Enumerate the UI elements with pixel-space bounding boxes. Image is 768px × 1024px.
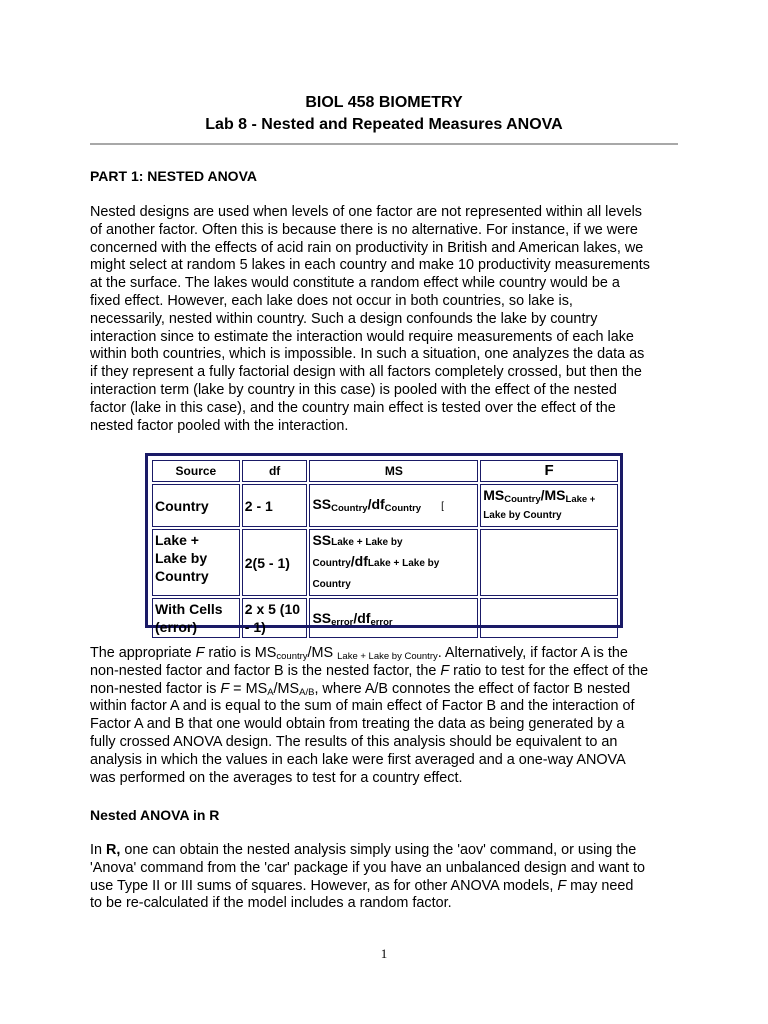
cell-df-lake: 2(5 - 1)	[242, 529, 308, 596]
page-number: 1	[380, 946, 388, 961]
text-line: if they represent a fully factorial design with all factors completely crossed, but then the	[90, 364, 642, 381]
text-line: non-nested factor and factor B is the nested factor, the F ratio to test for the effect of the	[90, 662, 649, 679]
text-line: interaction since to estimate the interaction would require measurements of each lake	[90, 328, 634, 345]
text-line: In R, one can obtain the nested analysis simply using the 'aov' command, or using the	[90, 842, 637, 858]
cell-source-error: With Cells (error)	[152, 598, 240, 638]
text-line: non-nested factor is $F = MS_A/MS_{A/B}$, where A/B connotes the effect of factor B nested	[90, 680, 631, 698]
f-ratio-paragraph	[90, 645, 680, 787]
lab-title: Lab 8 - Nested and Repeated Measures ANOVA	[205, 116, 563, 133]
title-divider	[90, 143, 678, 145]
text-line: Nested designs are used when levels of one factor are not represented within all levels	[90, 204, 642, 220]
text-line: necessarily, nested within country. Such a design confounds the lake by country	[90, 310, 598, 327]
text-line: The appropriate F ratio is $MS_{country}/MS$ $_{Lake + Lake by Country}$. Alternatively, if factor A is the	[90, 645, 628, 662]
text-line: factor (lake in this case), and the country main effect is tested over the effect of the	[90, 399, 616, 416]
text-line: might select at random 5 lakes in each country and make 10 productivity measurements	[90, 257, 650, 274]
cell-df-error: 2 x 5 (10 - 1)	[242, 598, 308, 638]
text-line: use Type II or III sums of squares. However, as for other ANOVA models, F may need	[90, 877, 634, 894]
text-line: analysis in which the values in each lake were first averaged and a one-way ANOVA	[90, 751, 626, 768]
text-line: within both countries, which is impossible. In such a situation, one analyzes the data as	[90, 346, 645, 363]
text-line: at the surface. The lakes would constitute a random effect while country would be a	[90, 275, 620, 292]
text-line: 'Anova' command from the 'car' package if you have an unbalanced design and want to	[90, 859, 645, 876]
cell-ms-lake: SSLake + Lake by Country/dfLake + Lake by Country	[309, 529, 478, 596]
text-line: nested factor pooled with the interaction.	[90, 417, 349, 434]
text-line: within factor A and is equal to the sum of main effect of Factor B and the interaction of	[90, 698, 635, 715]
nested-r-paragraph	[90, 842, 680, 913]
cell-ms-country: $SS_{Country}/df_{Country}$ [	[309, 484, 478, 527]
text-line: fixed effect. However, each lake does not occur in both countries, so lake is,	[90, 292, 573, 309]
cell-f-country: $MS_{Country}/MS_{Lake +}$ Lake by Country	[480, 484, 618, 527]
text-line: to be re-calculated if the model includes a random factor.	[90, 895, 452, 912]
intro-paragraph	[90, 204, 680, 435]
text-line: Factor A and B that one would obtain from treating the data as being generated by a	[90, 716, 625, 733]
text-line: interaction term (lake by country in this case) is pooled with the effect of the nested	[90, 381, 617, 398]
text-line: fully crossed ANOVA design. The results of this analysis should be equivalent to an	[90, 733, 618, 750]
header-df: df	[242, 460, 308, 482]
cell-f-error	[480, 598, 618, 638]
text-line: concerned with the effects of acid rain on productivity in British and American lakes, we	[90, 239, 644, 256]
course-title: BIOL 458 BIOMETRY	[305, 94, 463, 111]
bracket-mark: [	[441, 501, 444, 512]
text-line: was performed on the averages to test for a country effect.	[90, 769, 463, 786]
header-f: F	[480, 460, 618, 482]
header-source: Source	[152, 460, 240, 482]
cell-df-country: 2 - 1	[242, 484, 308, 527]
text-line: of another factor. Often this is because there is no alternative. For instance, if we were	[90, 221, 638, 238]
cell-f-lake	[480, 529, 618, 596]
cell-source-country: Country	[152, 484, 240, 527]
nested-r-heading: Nested ANOVA in R	[90, 807, 220, 823]
cell-ms-error: $SS_{error}/df_{error}$	[309, 598, 478, 638]
cell-source-lake: Lake + Lake by Country	[152, 529, 240, 596]
header-ms: MS	[309, 460, 478, 482]
part1-heading: PART 1: NESTED ANOVA	[90, 168, 257, 184]
anova-table	[145, 453, 623, 635]
